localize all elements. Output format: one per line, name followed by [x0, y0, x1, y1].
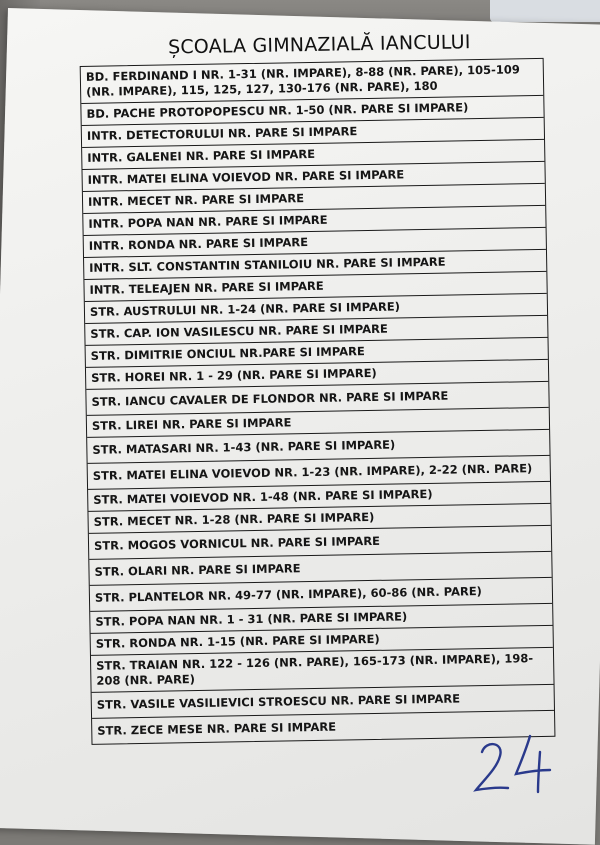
background-paper-corner: [490, 0, 600, 22]
table-row: STR. OLARI NR. PARE SI IMPARE: [89, 552, 551, 586]
table-row: STR. VASILE VASILIEVICI STROESCU NR. PARE SI IMPARE: [92, 685, 554, 719]
table-row: STR. TRAIAN NR. 122 - 126 (NR. PARE), 165-173 (NR. IMPARE), 198-208 (NR. PARE): [91, 648, 554, 693]
document-title: ȘCOALA GIMNAZIALĂ IANCULUI: [167, 31, 471, 59]
table-row: STR. MECET NR. 1-28 (NR. PARE SI IMPARE): [88, 504, 550, 534]
table-row: STR. RONDA NR. 1-15 (NR. PARE SI IMPARE): [91, 626, 553, 656]
table-row: BD. PACHE PROTOPOPESCU NR. 1-50 (NR. PARE SI IMPARE): [81, 96, 543, 126]
table-row: BD. FERDINAND I NR. 1-31 (NR. IMPARE), 8-88 (NR. PARE), 105-109 (NR. IMPARE), 115, 125, 127, 130-176 (NR. PARE), 180: [81, 59, 544, 104]
table-row: STR. MOGOS VORNICUL NR. PARE SI IMPARE: [89, 526, 551, 560]
table-row: STR. MATEI VOIEVOD NR. 1-48 (NR. PARE SI IMPARE): [88, 482, 550, 512]
table-row: STR. LIREI NR. PARE SI IMPARE: [87, 408, 549, 438]
table-row: INTR. MECET NR. PARE SI IMPARE: [83, 184, 545, 214]
table-row: INTR. GALENEI NR. PARE SI IMPARE: [82, 140, 544, 170]
table-row: STR. IANCU CAVALER DE FLONDOR NR. PARE SI IMPARE: [86, 382, 548, 416]
document: [79, 30, 551, 745]
table-row: STR. HOREI NR. 1 - 29 (NR. PARE SI IMPARE): [86, 360, 548, 390]
table-row: INTR. POPA NAN NR. PARE SI IMPARE: [83, 206, 545, 236]
table-row: INTR. MATEI ELINA VOIEVOD NR. PARE SI IMPARE: [82, 162, 544, 192]
table-row: STR. PLANTELOR NR. 49-77 (NR. IMPARE), 60-86 (NR. PARE): [90, 578, 552, 612]
table-row: STR. AUSTRULUI NR. 1-24 (NR. PARE SI IMPARE): [85, 294, 547, 324]
table-row: INTR. SLT. CONSTANTIN STANILOIU NR. PARE SI IMPARE: [84, 250, 546, 280]
table-row: STR. DIMITRIE ONCIUL NR.PARE SI IMPARE: [86, 338, 548, 368]
table-row: STR. MATASARI NR. 1-43 (NR. PARE SI IMPARE): [87, 430, 549, 464]
table-row: INTR. TELEAJEN NR. PARE SI IMPARE: [84, 272, 546, 302]
paper-sheet: [0, 8, 600, 845]
table-row: STR. ZECE MESE NR. PARE SI IMPARE: [97, 719, 337, 738]
table-row: STR. CAP. ION VASILESCU NR. PARE SI IMPARE: [85, 316, 547, 346]
handwritten-note: [468, 730, 558, 795]
table-row: STR. MATEI ELINA VOIEVOD NR. 1-23 (NR. IMPARE), 2-22 (NR. PARE): [88, 456, 550, 490]
table-row: INTR. RONDA NR. PARE SI IMPARE: [84, 228, 546, 258]
streets-table: [80, 58, 556, 745]
table-row: STR. POPA NAN NR. 1 - 31 (NR. PARE SI IMPARE): [90, 604, 552, 634]
table-row: INTR. DETECTORULUI NR. PARE SI IMPARE: [82, 118, 544, 148]
handwritten-24-icon: [468, 730, 558, 795]
